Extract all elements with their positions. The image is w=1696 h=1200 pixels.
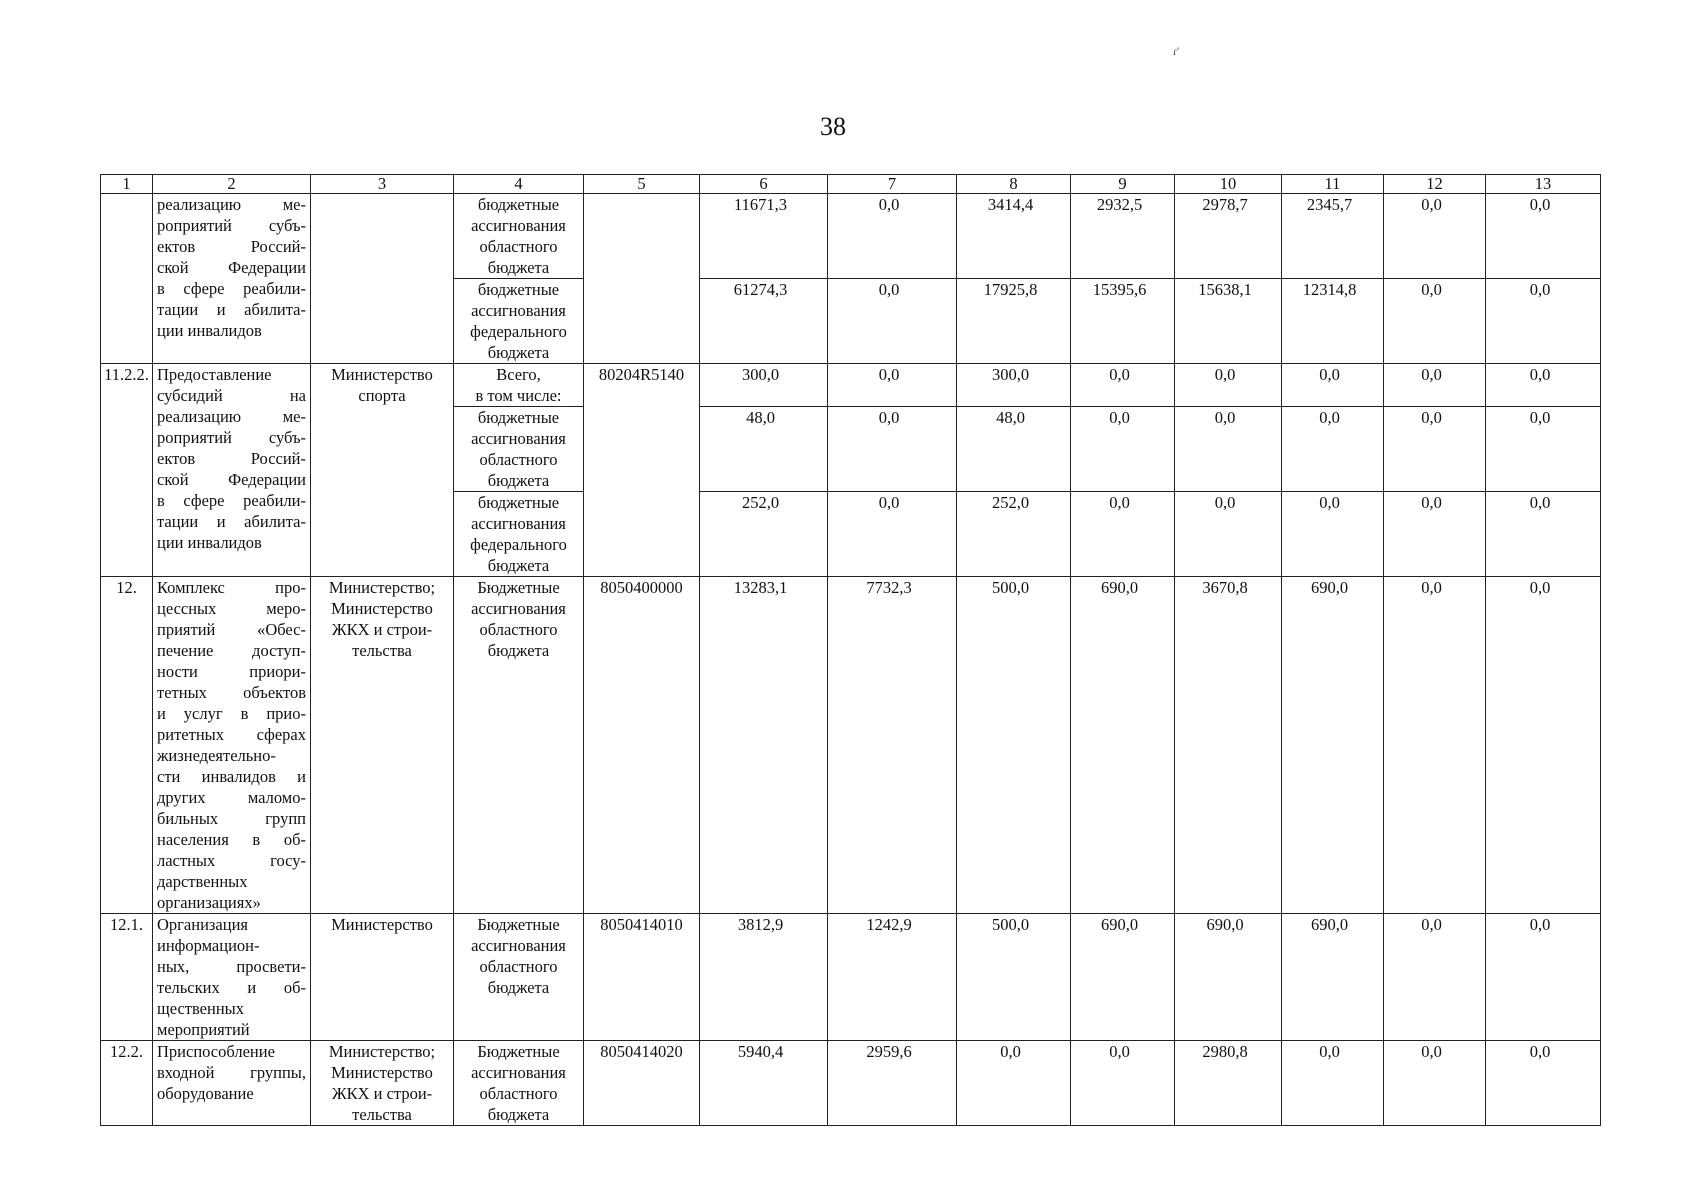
value-cell: 2980,8 [1175,1041,1282,1126]
text-line: бюджета [487,1105,550,1124]
column-number-10: 10 [1175,175,1282,194]
text-line: ции инвалидов [157,533,262,552]
value-cell: 252,0 [957,492,1071,577]
text-line: ассигнования [471,1063,566,1082]
value-cell: 11671,3 [700,194,828,279]
funding-source [454,577,584,914]
table-row [101,914,1601,1041]
value-cell: 0,0 [1282,407,1384,492]
column-number-12: 12 [1384,175,1486,194]
value-cell: 12314,8 [1282,279,1384,364]
budget-code [584,194,700,364]
value-cell: 0,0 [1282,1041,1384,1126]
value-cell: 3812,9 [700,914,828,1041]
value-cell: 0,0 [1384,364,1486,407]
row-number: 12. [101,577,153,914]
value-cell: 15395,6 [1071,279,1175,364]
text-line: бюджетные [477,408,560,427]
executor [311,577,454,914]
text-line: Приспособление [157,1042,275,1061]
text-line: сти инвалидов и [157,767,306,786]
value-cell: 15638,1 [1175,279,1282,364]
table-row [101,364,1601,407]
header-row [101,175,1601,194]
text-line: областного [479,1084,558,1103]
text-line: ластных госу- [157,851,306,870]
value-cell: 0,0 [1175,407,1282,492]
text-line: ритетных сферах [157,725,306,744]
funding-source [454,194,584,279]
value-cell: 17925,8 [957,279,1071,364]
value-cell: 0,0 [1384,492,1486,577]
text-line: бюджета [487,343,550,362]
measure-name [153,194,311,364]
funding-source [454,492,584,577]
value-cell: 0,0 [1486,914,1601,1041]
value-cell: 2345,7 [1282,194,1384,279]
value-cell: 0,0 [1384,194,1486,279]
value-cell: 3670,8 [1175,577,1282,914]
text-line: организациях» [157,893,261,912]
funding-source [454,1041,584,1126]
row-number [101,194,153,364]
text-line: ассигнования [471,936,566,955]
column-number-4: 4 [454,175,584,194]
value-cell: 0,0 [1175,492,1282,577]
text-line: в сфере реабили- [157,491,306,510]
text-line: ской Федерации [157,258,306,277]
text-line: ности приори- [157,662,306,681]
column-number-1: 1 [101,175,153,194]
value-cell: 300,0 [957,364,1071,407]
text-line: бильных групп [157,809,306,828]
text-line: цессных меро- [157,599,306,618]
value-cell: 500,0 [957,914,1071,1041]
budget-code: 80204R5140 [584,364,700,577]
text-line: бюджета [487,258,550,277]
value-cell: 2978,7 [1175,194,1282,279]
value-cell: 61274,3 [700,279,828,364]
value-cell: 252,0 [700,492,828,577]
text-line: жизнедеятельно- [157,746,276,765]
value-cell: 0,0 [1486,492,1601,577]
text-line: федерального [470,322,567,341]
value-cell: 48,0 [957,407,1071,492]
column-number-6: 6 [700,175,828,194]
value-cell: 0,0 [1384,577,1486,914]
value-cell: 0,0 [1486,194,1601,279]
text-line: ассигнования [471,216,566,235]
text-line: в сфере реабили- [157,279,306,298]
measure-name [153,577,311,914]
text-line: тетных объектов [157,683,306,702]
budget-table [100,174,1601,1126]
measure-name [153,364,311,577]
value-cell: 0,0 [1175,364,1282,407]
executor [311,194,454,364]
funding-source [454,914,584,1041]
value-cell: 0,0 [1486,577,1601,914]
row-number: 12.1. [101,914,153,1041]
page-number: 38 [820,112,846,141]
text-line: в том числе: [475,386,562,405]
executor [311,914,454,1041]
text-line: федерального [470,535,567,554]
value-cell: 0,0 [828,364,957,407]
text-line: областного [479,957,558,976]
text-line: тации и абилита- [157,512,306,531]
column-number-5: 5 [584,175,700,194]
text-line: тельства [352,1105,412,1124]
text-line: ции инвалидов [157,321,262,340]
text-line: ЖКХ и строи- [331,620,433,639]
value-cell: 0,0 [1384,407,1486,492]
column-number-9: 9 [1071,175,1175,194]
text-line: Министерство [331,599,433,618]
text-line: ных, просвети- [157,957,306,976]
column-number-2: 2 [153,175,311,194]
value-cell: 0,0 [1486,279,1601,364]
text-line: тельских и об- [157,978,306,997]
text-line: бюджета [487,556,550,575]
value-cell: 690,0 [1071,914,1175,1041]
text-line: ассигнования [471,514,566,533]
text-line: областного [479,237,558,256]
value-cell: 1242,9 [828,914,957,1041]
text-line: Министерство; [328,578,436,597]
text-line: Предоставление [157,365,272,384]
text-line: Бюджетные [477,915,560,934]
value-cell: 0,0 [1282,492,1384,577]
value-cell: 7732,3 [828,577,957,914]
row-number: 11.2.2. [101,364,153,577]
text-line: Министерство [331,1063,433,1082]
text-line: Бюджетные [477,1042,560,1061]
text-line: реализацию ме- [157,195,306,214]
text-line: областного [479,450,558,469]
value-cell: 5940,4 [700,1041,828,1126]
text-line: информацион- [157,936,260,955]
value-cell: 300,0 [700,364,828,407]
value-cell: 2932,5 [1071,194,1175,279]
value-cell: 0,0 [1384,1041,1486,1126]
text-line: ской Федерации [157,470,306,489]
text-line: бюджетные [477,280,560,299]
table-body [101,175,1601,1126]
value-cell: 0,0 [1486,1041,1601,1126]
value-cell: 0,0 [1282,364,1384,407]
column-number-8: 8 [957,175,1071,194]
budget-code: 8050414020 [584,1041,700,1126]
table-row [101,577,1601,914]
text-line: роприятий субъ- [157,428,306,447]
text-line: тации и абилита- [157,300,306,319]
text-line: тельства [352,641,412,660]
text-line: и услуг в прио- [157,704,306,723]
scan-speck: ɾ' [1173,44,1180,58]
text-line: реализацию ме- [157,407,306,426]
text-line: роприятий субъ- [157,216,306,235]
executor [311,1041,454,1126]
funding-source [454,279,584,364]
value-cell: 13283,1 [700,577,828,914]
table-row [101,1041,1601,1126]
text-line: бюджета [487,978,550,997]
value-cell: 0,0 [828,279,957,364]
value-cell: 0,0 [1384,279,1486,364]
budget-code: 8050414010 [584,914,700,1041]
text-line: Бюджетные [477,578,560,597]
value-cell: 0,0 [1071,492,1175,577]
text-line: ектов Россий- [157,237,306,256]
text-line: Министерство [331,365,433,384]
value-cell: 0,0 [1071,364,1175,407]
text-line: приятий «Обес- [157,620,306,639]
text-line: ассигнования [471,599,566,618]
column-number-3: 3 [311,175,454,194]
text-line: ассигнования [471,429,566,448]
executor [311,364,454,577]
text-line: бюджета [487,471,550,490]
text-line: щественных [157,999,244,1018]
text-line: спорта [358,386,406,405]
text-line: дарственных [157,872,248,891]
value-cell: 690,0 [1175,914,1282,1041]
text-line: субсидий на [157,386,306,405]
text-line: Всего, [496,365,541,384]
funding-source [454,364,584,407]
value-cell: 2959,6 [828,1041,957,1126]
column-number-7: 7 [828,175,957,194]
measure-name [153,914,311,1041]
column-number-13: 13 [1486,175,1601,194]
value-cell: 690,0 [1282,577,1384,914]
text-line: других маломо- [157,788,306,807]
value-cell: 0,0 [957,1041,1071,1126]
text-line: входной группы, [157,1063,306,1082]
value-cell: 0,0 [1486,364,1601,407]
text-line: мероприятий [157,1020,250,1039]
text-line: бюджетные [477,195,560,214]
row-number: 12.2. [101,1041,153,1126]
text-line: ЖКХ и строи- [331,1084,433,1103]
text-line: областного [479,620,558,639]
value-cell: 0,0 [1486,407,1601,492]
table-row [101,194,1601,279]
value-cell: 48,0 [700,407,828,492]
text-line: печение доступ- [157,641,306,660]
value-cell: 0,0 [1071,407,1175,492]
value-cell: 690,0 [1282,914,1384,1041]
text-line: населения в об- [157,830,306,849]
value-cell: 500,0 [957,577,1071,914]
value-cell: 690,0 [1071,577,1175,914]
text-line: Министерство [331,915,433,934]
text-line: Комплекс про- [157,578,306,597]
text-line: бюджетные [477,493,560,512]
text-line: бюджета [487,641,550,660]
text-line: оборудование [157,1084,254,1103]
value-cell: 0,0 [1384,914,1486,1041]
budget-code: 8050400000 [584,577,700,914]
measure-name [153,1041,311,1126]
value-cell: 0,0 [828,194,957,279]
text-line: ектов Россий- [157,449,306,468]
value-cell: 0,0 [1071,1041,1175,1126]
funding-source [454,407,584,492]
text-line: Организация [157,915,249,934]
value-cell: 3414,4 [957,194,1071,279]
text-line: ассигнования [471,301,566,320]
text-line: Министерство; [328,1042,436,1061]
value-cell: 0,0 [828,407,957,492]
column-number-11: 11 [1282,175,1384,194]
value-cell: 0,0 [828,492,957,577]
